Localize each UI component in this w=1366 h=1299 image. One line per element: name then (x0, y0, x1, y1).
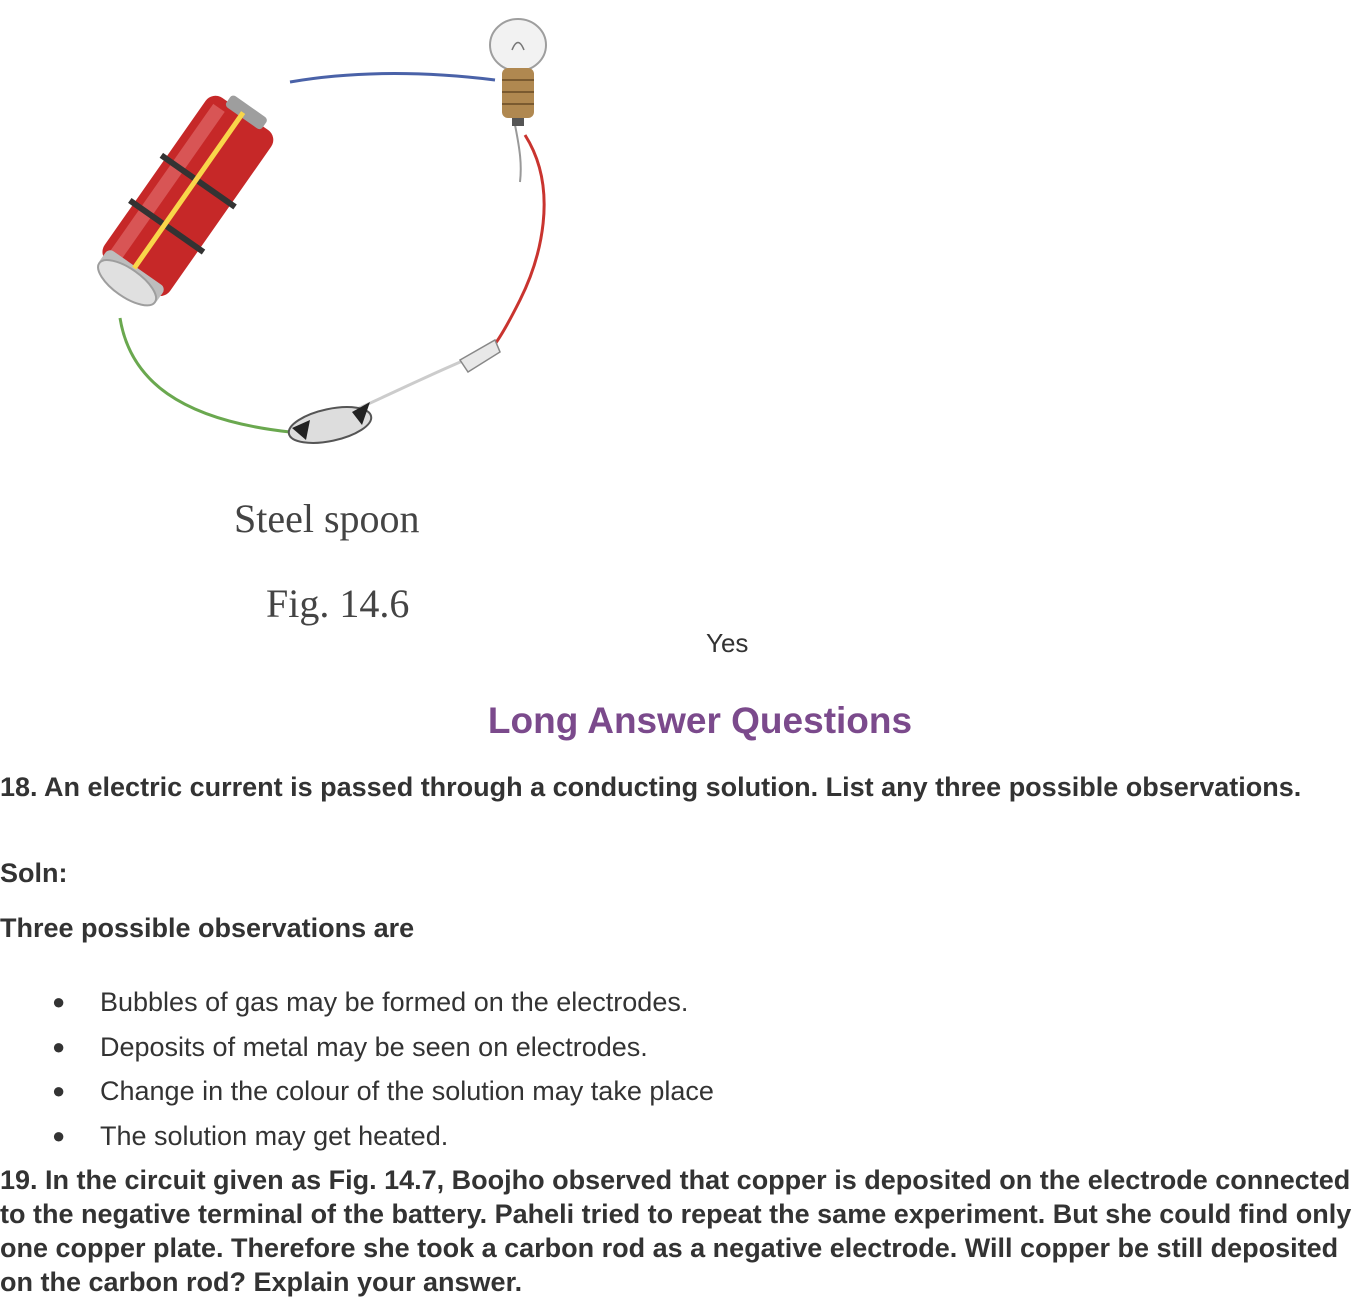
question-19: 19. In the circuit given as Fig. 14.7, Boojho observed that copper is deposited on the electrode connected to the negative terminal of the battery. Paheli tried to repeat the same experiment. But she could find only one copper plate. Therefore she took a carbon rod as a negative electrode. Will copper be still deposited on the carbon rod? Explain your answer. (0, 1165, 1352, 1297)
bulb-leg-wire (515, 125, 521, 182)
circuit-illustration (70, 15, 570, 465)
steel-spoon (286, 401, 375, 450)
answer-text: Yes (706, 628, 749, 658)
figure-number: Fig. 14.6 (266, 581, 410, 626)
red-wire (490, 135, 544, 350)
observation-text: Change in the colour of the solution may take place (100, 1076, 714, 1106)
question-18: 18. An electric current is passed through a conducting solution. List any three possible observations. (0, 772, 1302, 802)
blue-wire (290, 74, 495, 83)
section-heading: Long Answer Questions (487, 700, 913, 741)
observations-intro: Three possible observations are (0, 913, 415, 943)
crocodile-clip (460, 340, 500, 372)
observation-text: Bubbles of gas may be formed on the electrodes. (100, 987, 689, 1017)
solution-label: Soln: (0, 858, 68, 888)
observation-text: Deposits of metal may be seen on electrodes. (100, 1031, 648, 1062)
bullet-icon: ● (52, 1033, 66, 1059)
bulb (490, 19, 546, 126)
green-wire (120, 318, 290, 432)
figure-label: Steel spoon (234, 496, 420, 541)
observation-text: The solution may get heated. (100, 1120, 449, 1151)
bullet-icon: ● (52, 989, 66, 1014)
bullet-icon: ● (52, 1122, 66, 1148)
battery (82, 81, 287, 320)
bullet-icon: ● (52, 1078, 66, 1103)
